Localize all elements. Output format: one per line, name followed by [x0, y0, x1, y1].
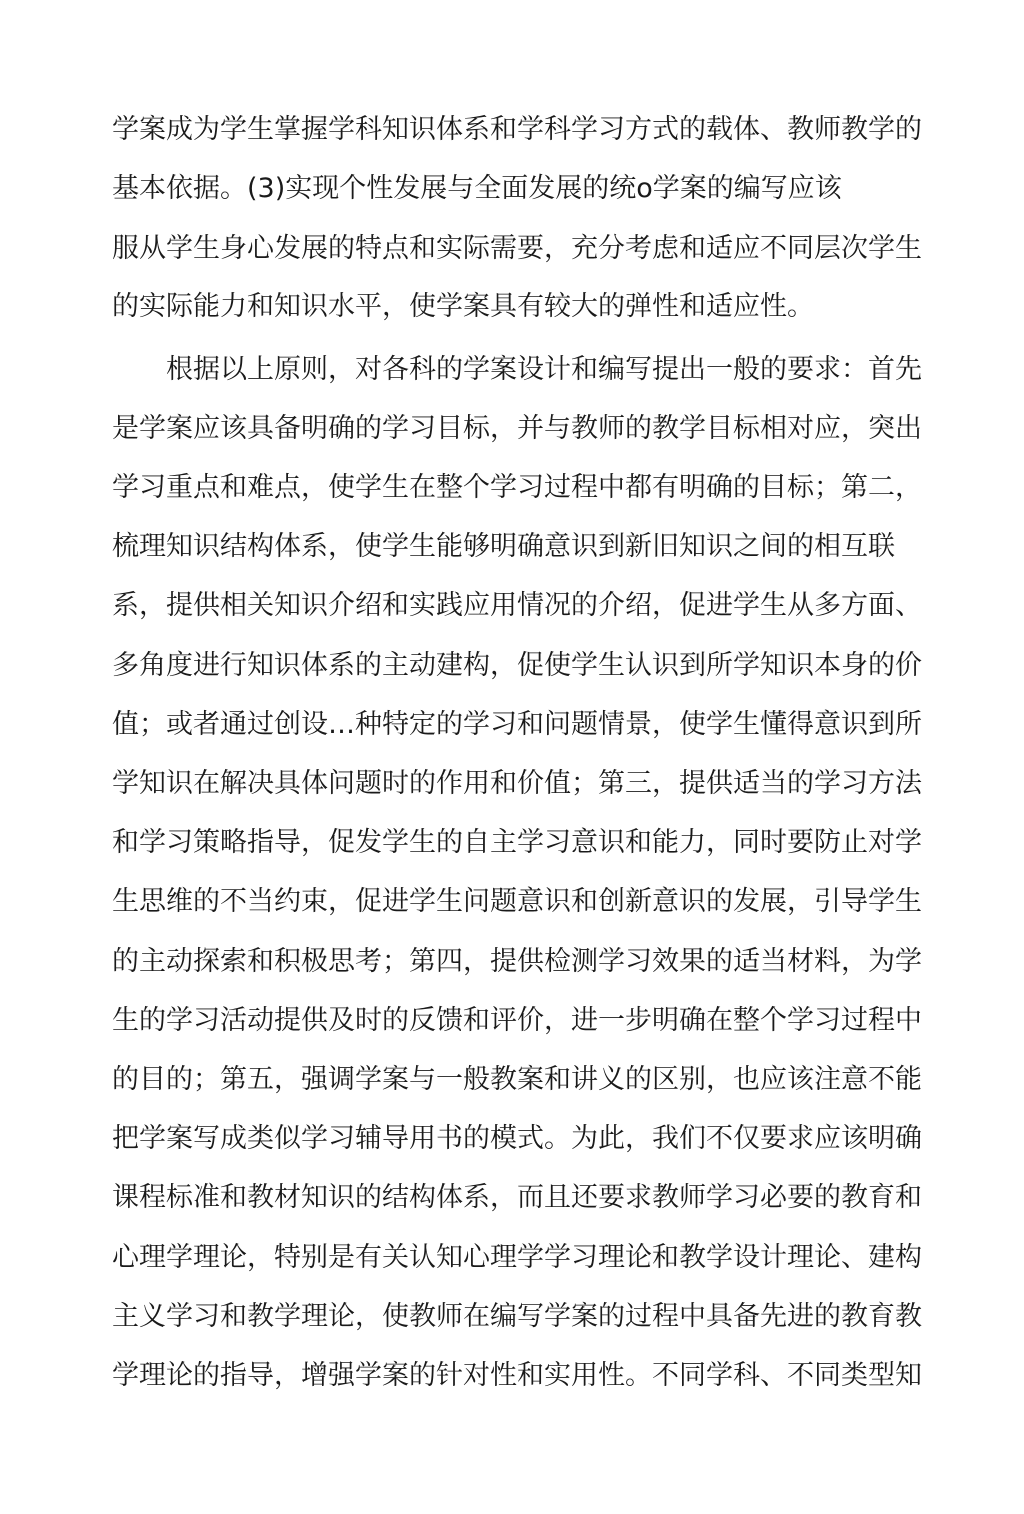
text-line: 服从学生身心发展的特点和实际需要，充分考虑和适应不同层次学生: [112, 233, 922, 264]
text-line: 的目的；第五，强调学案与一般教案和讲义的区别，也应该注意不能: [112, 1064, 922, 1095]
text-line: 的主动探索和积极思考；第四，提供检测学习效果的适当材料，为学: [112, 946, 922, 977]
text-line: 学知识在解决具体问题时的作用和价值；第三，提供适当的学习方法: [112, 768, 922, 799]
text-line: 生思维的不当约束，促进学生问题意识和创新意识的发展，引导学生: [112, 886, 922, 917]
text-line: 梳理知识结构体系，使学生能够明确意识到新旧知识之间的相互联: [112, 531, 895, 562]
text-line: 学案成为学生掌握学科知识体系和学科学习方式的载体、教师教学的: [112, 114, 922, 145]
text-line: 课程标准和教材知识的结构体系，而且还要求教师学习必要的教育和: [112, 1182, 922, 1213]
text-line: 学习重点和难点，使学生在整个学习过程中都有明确的目标；第二，: [112, 472, 922, 503]
text-line: 学理论的指导，增强学案的针对性和实用性。不同学科、不同类型知: [112, 1360, 922, 1391]
text-line: 系，提供相关知识介绍和实践应用情况的介绍，促进学生从多方面、: [112, 590, 922, 621]
text-line: 多角度进行知识体系的主动建构，促使学生认识到所学知识本身的价: [112, 650, 922, 681]
text-line: 把学案写成类似学习辅导用书的模式。为此，我们不仅要求应该明确: [112, 1123, 922, 1154]
text-line: 的实际能力和知识水平，使学案具有较大的弹性和适应性。: [112, 291, 814, 322]
paragraph-first-line: 根据以上原则，对各科的学案设计和编写提出一般的要求：首先: [166, 354, 922, 385]
text-line: 生的学习活动提供及时的反馈和评价，进一步明确在整个学习过程中: [112, 1005, 922, 1036]
text-line: 值；或者通过创设…种特定的学习和问题情景，使学生懂得意识到所: [112, 709, 922, 740]
text-line: 主义学习和教学理论，使教师在编写学案的过程中具备先进的教育教: [112, 1301, 922, 1332]
text-line: 心理学理论，特别是有关认知心理学学习理论和教学设计理论、建构: [112, 1242, 922, 1273]
text-line: 是学案应该具备明确的学习目标，并与教师的教学目标相对应，突出: [112, 413, 922, 444]
text-line: 基本依据。(3)实现个性发展与全面发展的统o学案的编写应该: [112, 173, 842, 204]
text-line: 和学习策略指导，促发学生的自主学习意识和能力，同时要防止对学: [112, 827, 922, 858]
